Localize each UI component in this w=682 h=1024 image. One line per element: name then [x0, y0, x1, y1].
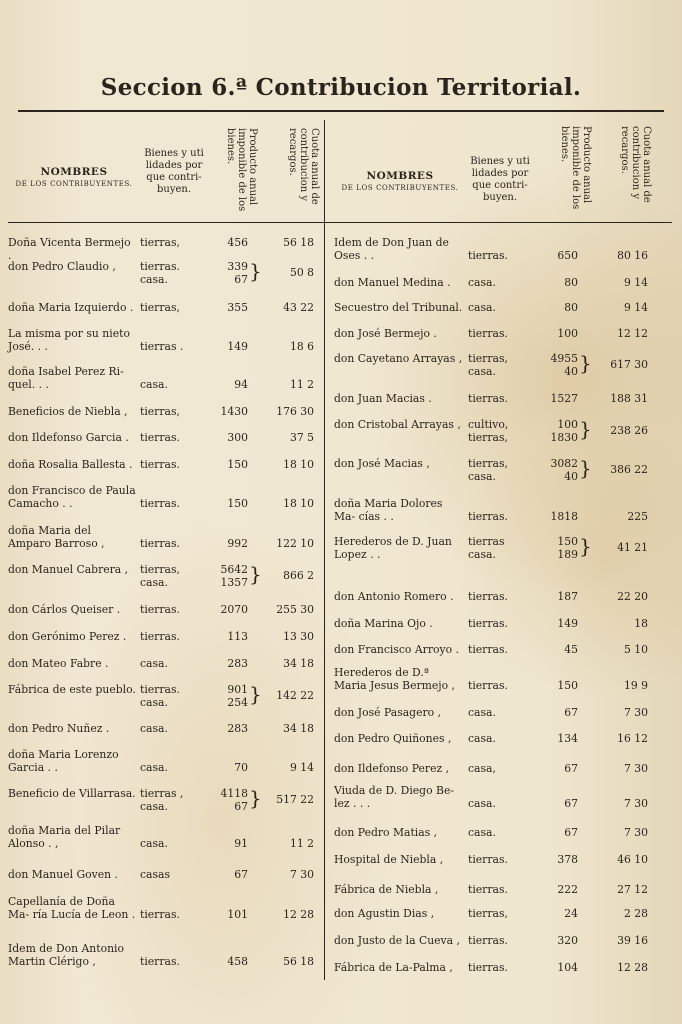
- goods-type: casa.: [140, 696, 168, 709]
- quota-value: 7 30: [623, 826, 648, 839]
- product-value: 458: [227, 955, 248, 968]
- product-value: 339: [227, 260, 248, 273]
- goods-type: tierras.: [140, 431, 180, 444]
- contributor-name: don Ildefonso Perez ,: [334, 762, 450, 775]
- contributor-name: don Cárlos Queiser .: [8, 603, 121, 616]
- quota-value: 18 6: [289, 340, 314, 353]
- product-value: 100: [557, 327, 578, 340]
- product-value: 104: [557, 961, 578, 974]
- contributor-name: doña Maria Lorenzo Garcia . .: [8, 748, 119, 774]
- quota-value: 18 10: [283, 497, 314, 510]
- product-value: 101: [227, 908, 248, 921]
- contributor-name: Capellanía de Doña Ma- ría Lucía de Leon .: [8, 895, 136, 921]
- product-value: 283: [227, 722, 248, 735]
- goods-type: tierras.: [468, 934, 508, 947]
- quota-value: 176 30: [276, 405, 314, 418]
- quota-value: 34 18: [283, 657, 314, 670]
- goods-type: tierras,: [140, 563, 180, 576]
- goods-type: tierras,: [140, 236, 180, 249]
- goods-type: casa.: [140, 273, 168, 286]
- goods-type: cultivo,: [468, 418, 509, 431]
- goods-type: casa.: [468, 276, 496, 289]
- contributor-name: don Cristobal Arrayas ,: [334, 418, 461, 431]
- goods-type: casa.: [468, 301, 496, 314]
- quota-value: 56 18: [283, 236, 314, 249]
- product-value: 149: [557, 617, 578, 630]
- goods-type: casa,: [468, 762, 496, 775]
- contributor-name: don Cayetano Arrayas ,: [334, 352, 463, 365]
- goods-type: tierras.: [140, 955, 180, 968]
- product-value: 187: [557, 590, 578, 603]
- goods-type: tierras,: [468, 907, 508, 920]
- contributor-name: don Ildefonso Garcia .: [8, 431, 129, 444]
- goods-type: casa.: [140, 576, 168, 589]
- contributor-name: Herederos de D.ª Maria Jesus Bermejo ,: [334, 666, 455, 692]
- product-value: 40: [564, 365, 578, 378]
- goods-type: tierras.: [140, 630, 180, 643]
- contributor-name: don Pedro Quiñones ,: [334, 732, 452, 745]
- product-value: 67: [564, 826, 578, 839]
- contributor-name: don Mateo Fabre .: [8, 657, 109, 670]
- product-value: 320: [557, 934, 578, 947]
- goods-type: tierras.: [140, 497, 180, 510]
- goods-type: tierras,: [468, 431, 508, 444]
- brace-mark: }: [579, 456, 592, 480]
- quota-value: 386 22: [610, 463, 648, 476]
- contributor-name: doña Maria Dolores Ma- cías . .: [334, 497, 443, 523]
- goods-type: casa.: [140, 378, 168, 391]
- product-value: 67: [234, 868, 248, 881]
- quota-value: 7 30: [623, 762, 648, 775]
- header-names-sublabel: DE LOS CONTRIBUYENTES.: [341, 184, 459, 192]
- header-names-sublabel: DE LOS CONTRIBUYENTES.: [15, 180, 133, 188]
- contributor-name: Beneficios de Niebla ,: [8, 405, 128, 418]
- product-value: 300: [227, 431, 248, 444]
- product-value: 67: [234, 800, 248, 813]
- goods-type: casa.: [468, 470, 496, 483]
- contributor-name: doña Rosalia Ballesta .: [8, 458, 133, 471]
- quota-value: 19 9: [623, 679, 648, 692]
- quota-value: 50 8: [289, 266, 314, 279]
- brace-mark: }: [579, 534, 592, 558]
- quota-value: 56 18: [283, 955, 314, 968]
- left-header-product: Producto anual imponible de los bienes.: [225, 128, 258, 212]
- quota-value: 866 2: [283, 569, 314, 582]
- product-value: 2070: [220, 603, 248, 616]
- product-value: 1818: [550, 510, 578, 523]
- product-value: 149: [227, 340, 248, 353]
- right-header-quota: Cuota anual de contribucion y recargos.: [619, 126, 652, 203]
- quota-value: 37 5: [289, 431, 314, 444]
- quota-value: 9 14: [289, 761, 314, 774]
- quota-value: 142 22: [276, 689, 314, 702]
- contributor-name: don Pedro Nuñez .: [8, 722, 110, 735]
- contributor-name: Secuestro del Tribunal.: [334, 301, 463, 314]
- quota-value: 12 28: [283, 908, 314, 921]
- quota-value: 225: [627, 510, 648, 523]
- goods-type: tierras.: [468, 883, 508, 896]
- brace-mark: }: [249, 562, 262, 586]
- goods-type: tierras.: [140, 683, 180, 696]
- header-rule: [8, 222, 672, 223]
- quota-value: 238 26: [610, 424, 648, 437]
- contributor-name: doña Isabel Perez Ri- quel. . .: [8, 365, 124, 391]
- quota-value: 11 2: [289, 378, 314, 391]
- goods-type: tierras.: [140, 458, 180, 471]
- product-value: 24: [564, 907, 578, 920]
- quota-value: 18 10: [283, 458, 314, 471]
- quota-value: 27 12: [617, 883, 648, 896]
- goods-type: casa.: [140, 837, 168, 850]
- contributor-name: Beneficio de Villarrasa.: [8, 787, 136, 800]
- product-value: 113: [227, 630, 248, 643]
- product-value: 1430: [220, 405, 248, 418]
- contributor-name: doña Marina Ojo .: [334, 617, 433, 630]
- quota-value: 22 20: [617, 590, 648, 603]
- quota-value: 12 12: [617, 327, 648, 340]
- quota-value: 80 16: [617, 249, 648, 262]
- goods-type: tierras,: [468, 352, 508, 365]
- quota-value: 617 30: [610, 358, 648, 371]
- quota-value: 18: [634, 617, 648, 630]
- product-value: 45: [564, 643, 578, 656]
- product-value: 100: [557, 418, 578, 431]
- quota-value: 43 22: [283, 301, 314, 314]
- contributor-name: don Gerónimo Perez .: [8, 630, 127, 643]
- product-value: 3082: [550, 457, 578, 470]
- goods-type: tierras.: [468, 510, 508, 523]
- goods-type: casas: [140, 868, 171, 881]
- product-value: 1357: [220, 576, 248, 589]
- product-value: 254: [227, 696, 248, 709]
- goods-type: tierras.: [140, 603, 180, 616]
- product-value: 80: [564, 301, 578, 314]
- product-value: 650: [557, 249, 578, 262]
- quota-value: 5 10: [623, 643, 648, 656]
- contributor-name: doña Maria del Pilar Alonso . ,: [8, 824, 121, 850]
- goods-type: casa.: [140, 722, 168, 735]
- goods-type: casa.: [140, 657, 168, 670]
- quota-value: 46 10: [617, 853, 648, 866]
- contributor-name: don José Macias ,: [334, 457, 430, 470]
- quota-value: 12 28: [617, 961, 648, 974]
- quota-value: 7 30: [623, 797, 648, 810]
- goods-type: casa.: [468, 797, 496, 810]
- goods-type: casa.: [468, 826, 496, 839]
- product-value: 150: [557, 535, 578, 548]
- goods-type: casa.: [468, 732, 496, 745]
- right-header-goods: Bienes y uti lidades por que contri- buyen.: [470, 156, 530, 203]
- right-header-names: [334, 170, 466, 194]
- quota-value: 13 30: [283, 630, 314, 643]
- product-value: 67: [564, 706, 578, 719]
- product-value: 4955: [550, 352, 578, 365]
- quota-value: 9 14: [623, 301, 648, 314]
- product-value: 134: [557, 732, 578, 745]
- goods-type: tierras.: [468, 392, 508, 405]
- goods-type: tierras ,: [140, 787, 184, 800]
- goods-type: tierras.: [140, 260, 180, 273]
- goods-type: tierras: [468, 535, 505, 548]
- contributor-name: don José Pasagero ,: [334, 706, 442, 719]
- contributor-name: don Manuel Cabrera ,: [8, 563, 129, 576]
- product-value: 1830: [550, 431, 578, 444]
- goods-type: tierras.: [140, 537, 180, 550]
- product-value: 150: [227, 497, 248, 510]
- contributor-name: don Manuel Goven .: [8, 868, 118, 881]
- quota-value: 11 2: [289, 837, 314, 850]
- contributor-name: don Francisco de Paula Camacho . .: [8, 484, 136, 510]
- quota-value: 517 22: [276, 793, 314, 806]
- product-value: 67: [564, 762, 578, 775]
- quota-value: 16 12: [617, 732, 648, 745]
- brace-mark: }: [249, 682, 262, 706]
- goods-type: casa.: [140, 800, 168, 813]
- quota-value: 7 30: [289, 868, 314, 881]
- quota-value: 188 31: [610, 392, 648, 405]
- contributor-name: don Justo de la Cueva ,: [334, 934, 460, 947]
- left-header-quota: Cuota anual de contribucion y recargos.: [287, 128, 320, 205]
- product-value: 40: [564, 470, 578, 483]
- product-value: 355: [227, 301, 248, 314]
- goods-type: tierras.: [468, 679, 508, 692]
- column-divider: [324, 120, 325, 980]
- quota-value: 2 28: [623, 907, 648, 920]
- brace-mark: }: [249, 259, 262, 283]
- contributor-name: Fábrica de este pueblo.: [8, 683, 136, 696]
- contributor-name: Viuda de D. Diego Be- lez . . .: [334, 784, 454, 810]
- quota-value: 39 16: [617, 934, 648, 947]
- product-value: 67: [564, 797, 578, 810]
- goods-type: casa.: [468, 548, 496, 561]
- brace-mark: }: [579, 417, 592, 441]
- product-value: 67: [234, 273, 248, 286]
- product-value: 80: [564, 276, 578, 289]
- contributor-name: Doña Vicenta Bermejo .: [8, 236, 131, 262]
- brace-mark: }: [579, 351, 592, 375]
- left-header-goods: Bienes y uti lidades por que contri- buyen.: [144, 148, 204, 195]
- contributor-name: don Agustin Dias ,: [334, 907, 435, 920]
- page-title: Seccion 6.ª Contribucion Territorial.: [100, 74, 582, 101]
- product-value: 283: [227, 657, 248, 670]
- quota-value: 34 18: [283, 722, 314, 735]
- left-header-names: [8, 166, 140, 190]
- quota-value: 9 14: [623, 276, 648, 289]
- contributor-name: Idem de Don Juan de Oses . .: [334, 236, 449, 262]
- product-value: 1527: [550, 392, 578, 405]
- goods-type: tierras.: [468, 643, 508, 656]
- goods-type: tierras,: [468, 457, 508, 470]
- brace-mark: }: [249, 786, 262, 810]
- goods-type: casa.: [468, 365, 496, 378]
- contributor-name: don Francisco Arroyo .: [334, 643, 459, 656]
- contributor-name: doña Maria del Amparo Barroso ,: [8, 524, 105, 550]
- contributor-name: doña Maria Izquierdo .: [8, 301, 134, 314]
- goods-type: tierras.: [468, 327, 508, 340]
- contributor-name: La misma por su nieto José. . .: [8, 327, 130, 353]
- quota-value: 255 30: [276, 603, 314, 616]
- product-value: 150: [557, 679, 578, 692]
- goods-type: tierras.: [468, 853, 508, 866]
- product-value: 901: [227, 683, 248, 696]
- goods-type: tierras.: [140, 908, 180, 921]
- header-names-label: NOMBRES: [40, 166, 108, 178]
- goods-type: tierras.: [468, 590, 508, 603]
- goods-type: tierras .: [140, 340, 184, 353]
- contributor-name: don Juan Macias .: [334, 392, 432, 405]
- quota-value: 7 30: [623, 706, 648, 719]
- contributor-name: don Manuel Medina .: [334, 276, 451, 289]
- right-header-product: Producto anual imponible de los bienes.: [559, 126, 592, 210]
- product-value: 222: [557, 883, 578, 896]
- product-value: 456: [227, 236, 248, 249]
- quota-value: 122 10: [276, 537, 314, 550]
- contributor-name: Fábrica de Niebla ,: [334, 883, 439, 896]
- contributor-name: Herederos de D. Juan Lopez . .: [334, 535, 452, 561]
- goods-type: tierras,: [140, 301, 180, 314]
- contributor-name: don Antonio Romero .: [334, 590, 454, 603]
- goods-type: tierras.: [468, 249, 508, 262]
- product-value: 5642: [220, 563, 248, 576]
- goods-type: tierras.: [468, 961, 508, 974]
- product-value: 94: [234, 378, 248, 391]
- product-value: 91: [234, 837, 248, 850]
- contributor-name: Hospital de Niebla ,: [334, 853, 444, 866]
- product-value: 150: [227, 458, 248, 471]
- contributor-name: Idem de Don Antonio Martin Clérigo ,: [8, 942, 125, 968]
- contributor-name: don Pedro Matias ,: [334, 826, 438, 839]
- product-value: 189: [557, 548, 578, 561]
- header-names-label: NOMBRES: [366, 170, 434, 182]
- product-value: 4118: [220, 787, 248, 800]
- goods-type: casa.: [140, 761, 168, 774]
- title-rule: [18, 110, 664, 112]
- product-value: 378: [557, 853, 578, 866]
- goods-type: tierras.: [468, 617, 508, 630]
- contributor-name: Fábrica de La-Palma ,: [334, 961, 453, 974]
- contributor-name: don José Bermejo .: [334, 327, 437, 340]
- product-value: 70: [234, 761, 248, 774]
- product-value: 992: [227, 537, 248, 550]
- goods-type: tierras,: [140, 405, 180, 418]
- goods-type: casa.: [468, 706, 496, 719]
- contributor-name: don Pedro Claudio ,: [8, 260, 116, 273]
- quota-value: 41 21: [617, 541, 648, 554]
